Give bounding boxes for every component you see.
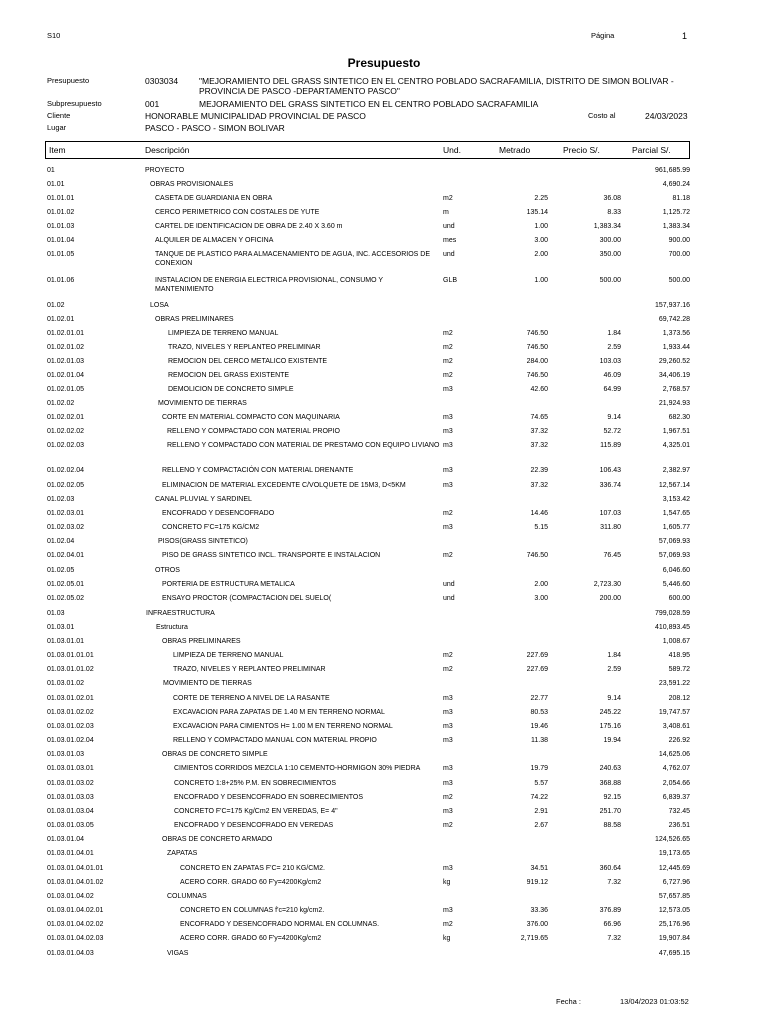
col-header-und: Und. xyxy=(443,145,461,155)
row-metrado: 2.67 xyxy=(534,822,548,829)
row-item-code: 01.03.01.02.03 xyxy=(47,723,94,730)
row-description: ENSAYO PROCTOR (COMPACTACION DEL SUELO( xyxy=(162,595,332,602)
row-parcial: 157,937.16 xyxy=(654,302,690,309)
row-parcial: 23,591.22 xyxy=(658,680,690,687)
row-unit: m3 xyxy=(443,467,453,474)
row-description: ZAPATAS xyxy=(167,850,198,857)
row-parcial: 57,069.93 xyxy=(658,538,690,545)
row-unit: m3 xyxy=(443,442,453,449)
row-item-code: 01.02.02.01 xyxy=(47,414,84,421)
row-unit: m2 xyxy=(443,921,453,928)
row-precio: 106.43 xyxy=(599,467,621,474)
row-description: OBRAS PRELIMINARES xyxy=(162,638,241,645)
row-metrado: 1.00 xyxy=(534,277,548,284)
col-header-precio: Precio S/. xyxy=(563,145,600,155)
row-precio: 240.63 xyxy=(599,765,621,772)
row-description: PISOS(GRASS SINTETICO) xyxy=(158,538,248,545)
row-description: REMOCION DEL CERCO METALICO EXISTENTE xyxy=(168,358,328,365)
row-unit: m3 xyxy=(443,709,453,716)
row-description: EXCAVACION PARA CIMIENTOS H= 1.00 M EN TERRENO NORMAL xyxy=(173,723,393,730)
row-unit: m3 xyxy=(443,482,453,489)
row-description: TRAZO, NIVELES Y REPLANTEO PRELIMINAR xyxy=(168,344,321,351)
page-number: 1 xyxy=(682,31,688,41)
row-item-code: 01.02.03.01 xyxy=(47,510,84,517)
row-metrado: 14.46 xyxy=(530,510,548,517)
row-unit: m3 xyxy=(443,524,453,531)
row-item-code: 01.02.01.01 xyxy=(47,330,84,337)
row-parcial: 69,742.28 xyxy=(658,316,690,323)
row-parcial: 1,008.67 xyxy=(662,638,690,645)
row-precio: 1.84 xyxy=(607,652,621,659)
row-parcial: 19,173.65 xyxy=(658,850,690,857)
row-parcial: 19,747.57 xyxy=(658,709,690,716)
row-unit: m2 xyxy=(443,510,453,517)
row-metrado: 376.00 xyxy=(526,921,548,928)
row-parcial: 1,547.65 xyxy=(662,510,690,517)
cliente-label: Cliente xyxy=(47,111,71,120)
row-item-code: 01.03.01.04.03 xyxy=(47,950,94,957)
row-description: MOVIMIENTO DE TIERRAS xyxy=(158,400,247,407)
row-unit: m3 xyxy=(443,428,453,435)
row-description: INSTALACION DE ENERGIA ELECTRICA PROVISIONAL, CONSUMO Y MANTENIMIENTO xyxy=(155,277,383,293)
row-metrado: 42.60 xyxy=(530,386,548,393)
row-parcial: 6,727.96 xyxy=(662,879,690,886)
row-parcial: 12,445.69 xyxy=(658,865,690,872)
row-item-code: 01.02.05.01 xyxy=(47,581,84,588)
row-parcial: 19,907.84 xyxy=(658,935,690,942)
row-parcial: 799,028.59 xyxy=(654,610,690,617)
row-metrado: 2.00 xyxy=(534,581,548,588)
row-unit: m3 xyxy=(443,386,453,393)
row-description: CONCRETO 1:8+25% P.M. EN SOBRECIMIENTOS xyxy=(174,780,337,787)
row-metrado: 22.77 xyxy=(530,695,548,702)
row-precio: 2.59 xyxy=(607,666,621,673)
row-item-code: 01.03.01.03.05 xyxy=(47,822,94,829)
row-item-code: 01.02.02 xyxy=(47,400,75,407)
row-precio: 8.33 xyxy=(607,209,621,216)
row-parcial: 410,893.45 xyxy=(654,624,690,631)
col-header-descripcion: Descripción xyxy=(145,145,190,155)
row-precio: 19.94 xyxy=(603,737,621,744)
row-parcial: 4,762.07 xyxy=(662,765,690,772)
row-item-code: 01.03.01.03.04 xyxy=(47,808,94,815)
row-metrado: 5.15 xyxy=(534,524,548,531)
row-precio: 52.72 xyxy=(603,428,621,435)
row-description: INFRAESTRUCTURA xyxy=(146,610,215,617)
row-parcial: 47,695.15 xyxy=(658,950,690,957)
row-parcial: 1,125.72 xyxy=(662,209,690,216)
row-precio: 115.89 xyxy=(600,442,621,449)
row-unit: m2 xyxy=(443,195,453,202)
presupuesto-code: 0303034 xyxy=(145,76,179,86)
row-description: PROYECTO xyxy=(145,167,185,174)
row-precio: 251.70 xyxy=(599,808,621,815)
row-precio: 376.89 xyxy=(599,907,621,914)
row-unit: m3 xyxy=(443,695,453,702)
subpresupuesto-code: 001 xyxy=(145,99,160,109)
cliente-value: HONORABLE MUNICIPALIDAD PROVINCIAL DE PASCO xyxy=(145,111,366,121)
row-item-code: 01.03.01.02.01 xyxy=(47,695,94,702)
row-item-code: 01.02.02.03 xyxy=(47,442,84,449)
row-item-code: 01.03.01.01.01 xyxy=(47,652,94,659)
row-metrado: 37.32 xyxy=(530,442,548,449)
row-description: CONCRETO F'C=175 KG/CM2 xyxy=(162,524,260,531)
row-parcial: 12,573.05 xyxy=(658,907,690,914)
row-metrado: 3.00 xyxy=(534,237,548,244)
row-unit: m2 xyxy=(443,652,453,659)
row-parcial: 500.00 xyxy=(668,277,690,284)
row-description: REMOCION DEL GRASS EXISTENTE xyxy=(168,372,290,379)
row-description: ENCOFRADO Y DESENCOFRADO xyxy=(162,510,275,517)
row-item-code: 01.03.01.04.01 xyxy=(47,850,94,857)
row-parcial: 1,373.56 xyxy=(662,330,690,337)
subpresupuesto-description: MEJORAMIENTO DEL GRASS SINTETICO EN EL CENTRO POBLADO SACRAFAMILIA xyxy=(199,99,539,109)
row-item-code: 01.02 xyxy=(47,302,65,309)
row-precio: 500.00 xyxy=(599,277,621,284)
row-item-code: 01.03.01.03.03 xyxy=(47,794,94,801)
row-item-code: 01.01 xyxy=(47,181,65,188)
row-precio: 7.32 xyxy=(607,935,621,942)
row-description: OBRAS PROVISIONALES xyxy=(150,181,234,188)
row-parcial: 2,382.97 xyxy=(662,467,690,474)
row-item-code: 01.02.01.05 xyxy=(47,386,84,393)
row-parcial: 1,967.51 xyxy=(662,428,690,435)
row-precio: 9.14 xyxy=(607,695,621,702)
row-unit: und xyxy=(443,223,455,230)
row-description: OBRAS DE CONCRETO SIMPLE xyxy=(162,751,268,758)
lugar-value: PASCO - PASCO - SIMON BOLIVAR xyxy=(145,123,285,133)
row-parcial: 3,153.42 xyxy=(662,496,690,503)
row-item-code: 01.01.04 xyxy=(47,237,75,244)
row-unit: m2 xyxy=(443,666,453,673)
row-metrado: 227.69 xyxy=(526,666,548,673)
row-parcial: 6,839.37 xyxy=(662,794,690,801)
col-header-item: Item xyxy=(49,145,66,155)
row-metrado: 3.00 xyxy=(534,595,548,602)
row-item-code: 01.02.05.02 xyxy=(47,595,84,602)
row-description: OTROS xyxy=(155,567,180,574)
fecha-value: 13/04/2023 01:03:52 xyxy=(620,997,689,1006)
row-item-code: 01.02.01 xyxy=(47,316,75,323)
row-precio: 36.08 xyxy=(603,195,621,202)
row-description: ENCOFRADO Y DESENCOFRADO EN VEREDAS xyxy=(174,822,334,829)
row-item-code: 01.03.01.04 xyxy=(47,836,84,843)
row-parcial: 2,054.66 xyxy=(662,780,690,787)
row-description: ACERO CORR. GRADO 60 F'y=4200Kg/cm2 xyxy=(180,879,322,886)
row-precio: 245.22 xyxy=(599,709,621,716)
row-unit: m2 xyxy=(443,344,453,351)
presupuesto-label: Presupuesto xyxy=(47,76,90,85)
row-item-code: 01.01.05 xyxy=(47,251,75,258)
row-metrado: 919.12 xyxy=(526,879,548,886)
row-metrado: 2.91 xyxy=(534,808,548,815)
row-parcial: 1,933.44 xyxy=(662,344,690,351)
row-item-code: 01.03.01.04.01.01 xyxy=(47,865,104,872)
row-metrado: 19.46 xyxy=(530,723,548,730)
row-precio: 7.32 xyxy=(607,879,621,886)
row-metrado: 284.00 xyxy=(526,358,548,365)
row-description: RELLENO Y COMPACTADO CON MATERIAL DE PRESTAMO CON EQUIPO LIVIANO xyxy=(167,442,440,449)
row-description: VIGAS xyxy=(167,950,189,957)
row-unit: m2 xyxy=(443,794,453,801)
page-label: Página xyxy=(591,31,615,40)
row-metrado: 746.50 xyxy=(526,552,548,559)
row-precio: 46.09 xyxy=(603,372,621,379)
row-description: OBRAS DE CONCRETO ARMADO xyxy=(162,836,273,843)
row-parcial: 29,260.52 xyxy=(658,358,690,365)
row-description: ELIMINACION DE MATERIAL EXCEDENTE C/VOLQUETE DE 15M3, D<5KM xyxy=(162,482,406,489)
row-parcial: 1,383.34 xyxy=(662,223,690,230)
row-item-code: 01.03.01.04.02.01 xyxy=(47,907,104,914)
row-description: LIMPIEZA DE TERRENO MANUAL xyxy=(168,330,279,337)
row-item-code: 01.03.01.02.04 xyxy=(47,737,94,744)
row-precio: 64.99 xyxy=(603,386,621,393)
row-precio: 311.80 xyxy=(600,524,621,531)
row-description: CORTE DE TERRENO A NIVEL DE LA RASANTE xyxy=(173,695,330,702)
row-parcial: 2,768.57 xyxy=(662,386,690,393)
row-parcial: 21,924.93 xyxy=(658,400,690,407)
row-parcial: 961,685.99 xyxy=(654,167,690,174)
row-unit: GLB xyxy=(443,277,458,284)
row-item-code: 01.03.01.01 xyxy=(47,638,84,645)
row-parcial: 900.00 xyxy=(668,237,690,244)
row-precio: 360.64 xyxy=(599,865,621,872)
row-unit: m xyxy=(443,209,449,216)
row-parcial: 236.51 xyxy=(668,822,690,829)
row-item-code: 01.01.06 xyxy=(47,277,75,284)
row-precio: 336.74 xyxy=(599,482,621,489)
row-description: LOSA xyxy=(150,302,169,309)
col-header-metrado: Metrado xyxy=(499,145,531,155)
row-precio: 103.03 xyxy=(599,358,621,365)
row-item-code: 01.02.02.05 xyxy=(47,482,84,489)
row-parcial: 600.00 xyxy=(668,595,690,602)
row-parcial: 34,406.19 xyxy=(658,372,690,379)
row-item-code: 01.01.01 xyxy=(47,195,75,202)
row-metrado: 34.51 xyxy=(530,865,548,872)
row-metrado: 74.22 xyxy=(530,794,548,801)
row-metrado: 80.53 xyxy=(530,709,548,716)
row-parcial: 3,408.61 xyxy=(662,723,690,730)
row-metrado: 1.00 xyxy=(534,223,548,230)
row-description: RELLENO Y COMPACTADO CON MATERIAL PROPIO xyxy=(167,428,340,435)
row-precio: 1,383.34 xyxy=(593,223,621,230)
row-metrado: 37.32 xyxy=(530,482,548,489)
lugar-label: Lugar xyxy=(47,123,67,132)
fecha-label: Fecha : xyxy=(556,997,582,1006)
row-parcial: 6,046.60 xyxy=(662,567,690,574)
row-unit: m3 xyxy=(443,765,453,772)
row-parcial: 12,567.14 xyxy=(658,482,690,489)
row-metrado: 37.32 xyxy=(530,428,548,435)
row-precio: 88.58 xyxy=(603,822,621,829)
page-title: Presupuesto xyxy=(347,56,421,70)
row-description: CARTEL DE IDENTIFICACION DE OBRA DE 2.40 X 3.60 m xyxy=(155,223,343,230)
row-item-code: 01.03.01.02.02 xyxy=(47,709,94,716)
row-metrado: 2.25 xyxy=(534,195,548,202)
row-description: LIMPIEZA DE TERRENO MANUAL xyxy=(173,652,284,659)
row-metrado: 2.00 xyxy=(534,251,548,258)
row-item-code: 01 xyxy=(47,167,55,174)
row-metrado: 746.50 xyxy=(526,372,548,379)
row-description: Estructura xyxy=(156,624,188,631)
row-description: EXCAVACION PARA ZAPATAS DE 1.40 M EN TERRENO NORMAL xyxy=(173,709,385,716)
row-description: MOVIMIENTO DE TIERRAS xyxy=(163,680,252,687)
row-unit: und xyxy=(443,581,455,588)
row-description: CONCRETO EN ZAPATAS F'C= 210 KG/CM2. xyxy=(180,865,325,872)
row-description: PORTERIA DE ESTRUCTURA METALICA xyxy=(162,581,295,588)
row-item-code: 01.03.01.03 xyxy=(47,751,84,758)
row-unit: m3 xyxy=(443,414,453,421)
row-item-code: 01.01.02 xyxy=(47,209,75,216)
row-parcial: 57,069.93 xyxy=(658,552,690,559)
row-unit: m2 xyxy=(443,552,453,559)
row-unit: m3 xyxy=(443,723,453,730)
row-unit: kg xyxy=(443,879,451,886)
row-description: ENCOFRADO Y DESENCOFRADO NORMAL EN COLUMNAS. xyxy=(180,921,380,928)
presupuesto-description: "MEJORAMIENTO DEL GRASS SINTETICO EN EL CENTRO POBLADO SACRAFAMILIA, DISTRITO DE SIMON BOLIVAR - PROVINCIA DE PASCO -DEPARTAMENTO PASCO" xyxy=(199,76,674,96)
row-metrado: 227.69 xyxy=(526,652,548,659)
row-unit: m2 xyxy=(443,822,453,829)
row-item-code: 01.03.01.04.02.03 xyxy=(47,935,104,942)
row-precio: 2.59 xyxy=(607,344,621,351)
row-precio: 107.03 xyxy=(599,510,621,517)
row-parcial: 14,625.06 xyxy=(658,751,690,758)
row-unit: m3 xyxy=(443,737,453,744)
row-unit: mes xyxy=(443,237,457,244)
row-item-code: 01.02.01.03 xyxy=(47,358,84,365)
row-description: TANQUE DE PLASTICO PARA ALMACENAMIENTO DE AGUA, INC. ACCESORIOS DE CONEXION xyxy=(155,251,431,267)
row-unit: m2 xyxy=(443,372,453,379)
row-description: PISO DE GRASS SINTETICO INCL. TRANSPORTE E INSTALACION xyxy=(162,552,381,559)
row-parcial: 5,446.60 xyxy=(662,581,690,588)
row-precio: 350.00 xyxy=(599,251,621,258)
row-precio: 92.15 xyxy=(603,794,621,801)
row-precio: 76.45 xyxy=(603,552,621,559)
row-precio: 9.14 xyxy=(607,414,621,421)
row-parcial: 81.18 xyxy=(672,195,690,202)
row-description: OBRAS PRELIMINARES xyxy=(155,316,234,323)
row-precio: 175.16 xyxy=(599,723,621,730)
row-unit: kg xyxy=(443,935,451,942)
row-description: CONCRETO EN COLUMNAS f'c=210 kg/cm2. xyxy=(180,907,325,914)
row-description: RELLENO Y COMPACTADO MANUAL CON MATERIAL PROPIO xyxy=(173,737,377,744)
col-header-parcial: Parcial S/. xyxy=(632,145,671,155)
row-parcial: 418.95 xyxy=(668,652,690,659)
row-parcial: 700.00 xyxy=(668,251,690,258)
row-item-code: 01.02.04 xyxy=(47,538,75,545)
row-parcial: 124,526.65 xyxy=(654,836,690,843)
row-item-code: 01.03.01.04.02.02 xyxy=(47,921,104,928)
row-parcial: 25,176.96 xyxy=(658,921,690,928)
row-precio: 2,723.30 xyxy=(593,581,621,588)
row-description: CANAL PLUVIAL Y SARDINEL xyxy=(155,496,252,503)
row-metrado: 11.38 xyxy=(531,737,548,744)
row-precio: 300.00 xyxy=(599,237,621,244)
row-metrado: 746.50 xyxy=(526,330,548,337)
row-item-code: 01.02.01.02 xyxy=(47,344,84,351)
row-item-code: 01.03.01.03.02 xyxy=(47,780,94,787)
row-metrado: 2,719.65 xyxy=(520,935,548,942)
row-unit: m2 xyxy=(443,330,453,337)
row-description: TRAZO, NIVELES Y REPLANTEO PRELIMINAR xyxy=(173,666,326,673)
row-unit: m3 xyxy=(443,907,453,914)
row-unit: m3 xyxy=(443,780,453,787)
report-code: S10 xyxy=(47,31,61,40)
row-unit: und xyxy=(443,251,455,258)
row-item-code: 01.03 xyxy=(47,610,65,617)
row-description: CERCO PERIMETRICO CON COSTALES DE YUTE xyxy=(155,209,320,216)
row-parcial: 4,690.24 xyxy=(662,181,690,188)
row-item-code: 01.02.02.04 xyxy=(47,467,84,474)
row-description: CIMIENTOS CORRIDOS MEZCLA 1:10 CEMENTO-HORMIGON 30% PIEDRA xyxy=(174,765,421,772)
row-description: CORTE EN MATERIAL COMPACTO CON MAQUINARIA xyxy=(162,414,340,421)
row-item-code: 01.03.01.02 xyxy=(47,680,84,687)
row-parcial: 57,657.85 xyxy=(658,893,690,900)
row-description: COLUMNAS xyxy=(167,893,207,900)
row-item-code: 01.02.01.04 xyxy=(47,372,84,379)
row-parcial: 226.92 xyxy=(668,737,690,744)
row-description: ALQUILER DE ALMACEN Y OFICINA xyxy=(155,237,274,244)
row-precio: 200.00 xyxy=(599,595,621,602)
row-parcial: 1,605.77 xyxy=(662,524,690,531)
row-item-code: 01.03.01.04.02 xyxy=(47,893,94,900)
row-description: RELLENO Y COMPACTACIÓN CON MATERIAL DRENANTE xyxy=(162,467,354,474)
row-description: ACERO CORR. GRADO 60 F'y=4200Kg/cm2 xyxy=(180,935,322,942)
row-precio: 66.96 xyxy=(603,921,621,928)
row-precio: 368.88 xyxy=(599,780,621,787)
row-metrado: 74.65 xyxy=(530,414,548,421)
row-item-code: 01.02.05 xyxy=(47,567,75,574)
row-item-code: 01.03.01.01.02 xyxy=(47,666,94,673)
row-item-code: 01.02.03.02 xyxy=(47,524,84,531)
row-description: ENCOFRADO Y DESENCOFRADO EN SOBRECIMIENTOS xyxy=(174,794,364,801)
row-item-code: 01.03.01.03.01 xyxy=(47,765,94,772)
row-item-code: 01.02.04.01 xyxy=(47,552,84,559)
row-parcial: 4,325.01 xyxy=(662,442,690,449)
row-item-code: 01.01.03 xyxy=(47,223,75,230)
row-metrado: 22.39 xyxy=(530,467,548,474)
row-unit: m3 xyxy=(443,808,453,815)
row-metrado: 746.50 xyxy=(526,344,548,351)
row-unit: m3 xyxy=(443,865,453,872)
row-unit: m2 xyxy=(443,358,453,365)
row-parcial: 682.30 xyxy=(668,414,690,421)
costo-label: Costo al xyxy=(588,111,616,120)
row-metrado: 33.36 xyxy=(530,907,548,914)
row-metrado: 19.79 xyxy=(530,765,548,772)
row-item-code: 01.02.02.02 xyxy=(47,428,84,435)
row-unit: und xyxy=(443,595,455,602)
row-parcial: 589.72 xyxy=(668,666,690,673)
row-description: CASETA DE GUARDIANIA EN OBRA xyxy=(155,195,273,202)
row-metrado: 5.57 xyxy=(534,780,548,787)
row-item-code: 01.03.01.04.01.02 xyxy=(47,879,104,886)
row-parcial: 732.45 xyxy=(668,808,690,815)
row-description: CONCRETO F'C=175 Kg/Cm2 EN VEREDAS, E= 4" xyxy=(174,808,338,815)
subpresupuesto-label: Subpresupuesto xyxy=(47,99,102,108)
row-description: DEMOLICION DE CONCRETO SIMPLE xyxy=(168,386,294,393)
row-parcial: 208.12 xyxy=(668,695,690,702)
costo-date: 24/03/2023 xyxy=(645,111,688,121)
row-item-code: 01.03.01 xyxy=(47,624,75,631)
row-metrado: 135.14 xyxy=(526,209,548,216)
row-precio: 1.84 xyxy=(607,330,621,337)
row-item-code: 01.02.03 xyxy=(47,496,75,503)
